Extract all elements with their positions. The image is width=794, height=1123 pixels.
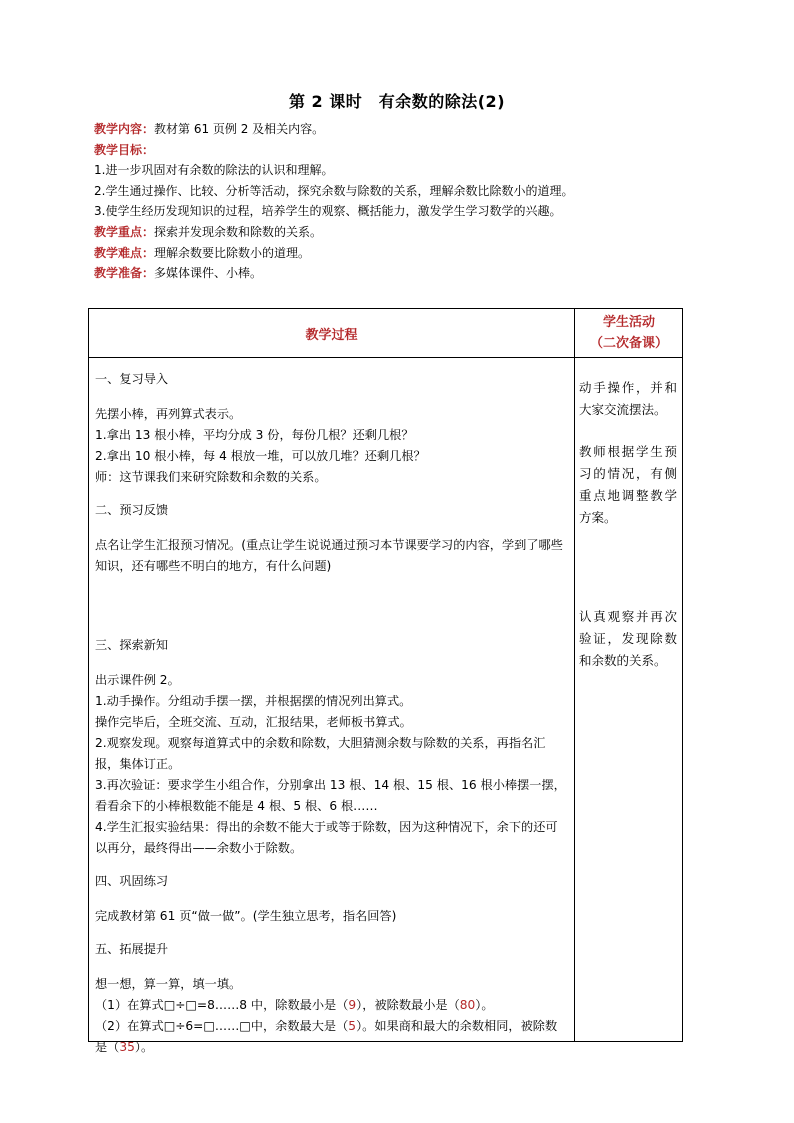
answer-blank: 9 <box>348 998 357 1012</box>
prep-text: 多媒体课件、小棒。 <box>154 266 263 281</box>
student-activity-note: 动手操作，并和大家交流摆法。 <box>579 380 677 417</box>
key-line <box>94 222 714 243</box>
difficulty-text: 理解余数要比除数小的道理。 <box>154 245 311 260</box>
header-row-divider <box>89 357 682 358</box>
answer-blank: 35 <box>119 1040 135 1054</box>
student-activity-note: 教师根据学生预习的情况，有侧重点地调整教学方案。 <box>579 444 677 525</box>
lesson-table <box>88 308 683 1054</box>
goal-item: 2.学生通过操作、比较、分析等活动，探究余数与除数的关系，理解余数比除数小的道理。 <box>94 183 574 198</box>
process-line: 3.再次验证：要求学生小组合作，分别拿出 13 根、14 根、15 根、16 根小棒摆一摆，看看余下的小棒根数能不能是 4 根、5 根、6 根…… <box>95 778 566 813</box>
prep-line <box>94 263 714 284</box>
process-line: 1.拿出 13 根小棒，平均分成 3 份，每份几根？还剩几根？ <box>95 428 414 442</box>
process-line: 2.拿出 10 根小棒，每 4 根放一堆，可以放几堆？还剩几根？ <box>95 449 426 463</box>
process-line: 完成教材第 61 页“做一做”。(学生独立思考，指名回答) <box>95 909 397 923</box>
process-line: 想一想，算一算，填一填。 <box>95 977 242 991</box>
section-title: 三、探索新知 <box>95 638 169 652</box>
process-line: 操作完毕后，全班交流、互动，汇报结果，老师板书算式。 <box>95 715 412 729</box>
process-line: 师：这节课我们来研究除数和余数的关系。 <box>95 470 327 484</box>
goal-item: 1.进一步巩固对有余数的除法的认识和理解。 <box>94 163 334 178</box>
activity-column-header <box>575 309 683 357</box>
column-divider <box>574 309 575 1041</box>
content-line <box>94 119 714 140</box>
process-column-header: 教学过程 <box>305 327 358 343</box>
goal-item: 3.使学生经历发现知识的过程，培养学生的观察、概括能力，激发学生学习数学的兴趣。 <box>94 204 562 219</box>
process-line: 点名让学生汇报预习情况。(重点让学生说说通过预习本节课要学习的内容，学到了哪些知识，还有哪些不明白的地方，有什么问题) <box>95 538 563 573</box>
section-title: 四、巩固练习 <box>95 874 169 888</box>
content-label: 教学内容： <box>94 122 155 136</box>
lesson-header <box>94 119 714 284</box>
section-title: 五、拓展提升 <box>95 942 169 956</box>
teaching-process <box>95 365 567 1058</box>
student-activity-note: 认真观察并再次验证，发现除数和余数的关系。 <box>579 609 677 668</box>
difficulty-line <box>94 243 714 264</box>
answer-blank: 80 <box>459 998 476 1012</box>
difficulty-label: 教学难点： <box>94 245 155 260</box>
process-line: 1.动手操作。分组动手摆一摆，并根据摆的情况列出算式。 <box>95 694 412 708</box>
exercise-question-1: （1）在算式□÷□=8……8 中，除数最小是（9），被除数最小是（80）。 <box>95 998 494 1012</box>
process-line: 4.学生汇报实验结果：得出的余数不能大于或等于除数，因为这种情况下，余下的还可以再分，最终得出——余数小于除数。 <box>95 820 558 855</box>
answer-blank: 5 <box>348 1019 357 1033</box>
key-text: 探索并发现余数和除数的关系。 <box>154 224 323 239</box>
process-line: 出示课件例 2。 <box>95 673 180 687</box>
section-title: 一、复习导入 <box>95 372 169 386</box>
key-label: 教学重点： <box>94 224 155 239</box>
prep-label: 教学准备： <box>94 266 155 281</box>
activity-header-line2: （二次备课） <box>589 336 668 351</box>
activity-header-line1: 学生活动 <box>602 315 655 330</box>
goals-label-line <box>94 140 714 161</box>
goals-label: 教学目标： <box>94 142 155 157</box>
section-title: 二、预习反馈 <box>95 503 169 517</box>
page-title: 第 2 课时 有余数的除法(2) <box>288 92 506 111</box>
content-text: 教材第 61 页例 2 及相关内容。 <box>154 122 325 136</box>
exercise-question-2: （2）在算式□÷6=□……□中，余数最大是（5）。如果商和最大的余数相同，被除数是（35）。 <box>95 1019 558 1054</box>
process-line: 先摆小棒，再列算式表示。 <box>95 407 242 421</box>
process-line: 2.观察发现。观察每道算式中的余数和除数，大胆猜测余数与除数的关系，再指名汇报，集体订正。 <box>95 736 546 771</box>
